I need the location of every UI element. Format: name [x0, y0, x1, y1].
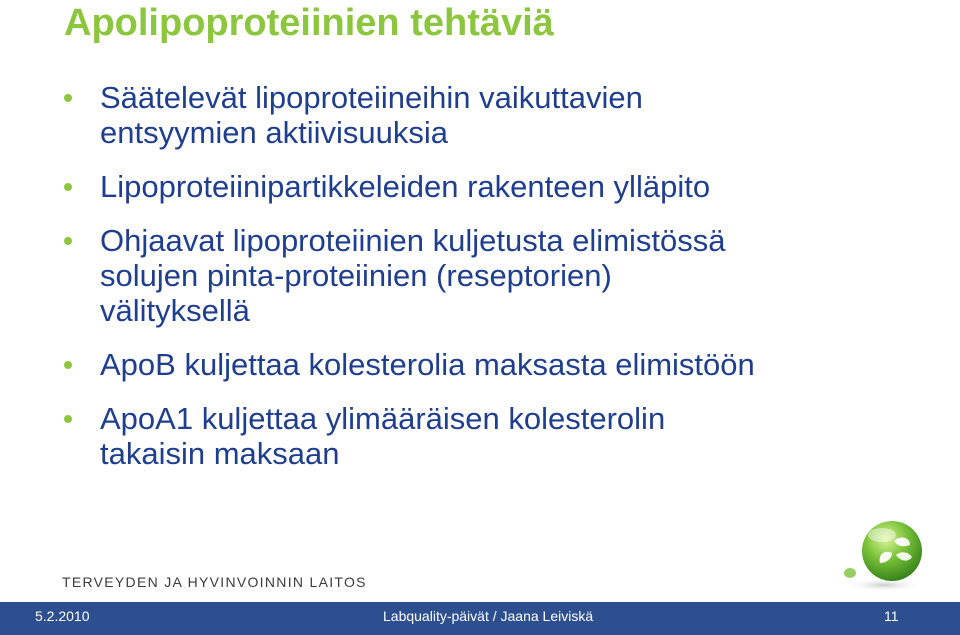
bullet-item	[60, 401, 940, 471]
bullet-dot-icon	[64, 361, 72, 369]
bullet-dot-icon	[64, 237, 72, 245]
slide-title: Apolipoproteiinien tehtäviä	[64, 2, 554, 44]
bullet-item	[60, 169, 940, 204]
bullet-text: Ohjaavat lipoproteiinien kuljetusta elimistössä solujen pinta-proteiinien (reseptorien) välityksellä	[100, 223, 726, 328]
bullet-text: ApoB kuljettaa kolesterolia maksasta elimistöön	[100, 347, 755, 382]
footer-presenter: Labquality-päivät / Jaana Leiviskä	[383, 608, 594, 624]
bullet-text: Lipoproteiinipartikkeleiden rakenteen ylläpito	[100, 169, 711, 204]
organization-name: TERVEYDEN JA HYVINVOINNIN LAITOS	[62, 574, 367, 590]
bullet-text: ApoA1 kuljettaa ylimääräisen kolesterolin takaisin maksaan	[100, 401, 666, 471]
footer-date: 5.2.2010	[35, 608, 90, 624]
bullet-text: Säätelevät lipoproteiineihin vaikuttavien entsyymien aktiivisuuksia	[100, 80, 643, 150]
bullet-list	[60, 80, 940, 490]
bullet-item	[60, 347, 940, 382]
green-sphere-leaf-logo-icon	[834, 517, 930, 593]
bullet-dot-icon	[64, 183, 72, 191]
bullet-item	[60, 223, 940, 328]
bullet-item	[60, 80, 940, 150]
page-number: 11	[884, 608, 899, 624]
bullet-dot-icon	[64, 94, 72, 102]
bullet-dot-icon	[64, 415, 72, 423]
